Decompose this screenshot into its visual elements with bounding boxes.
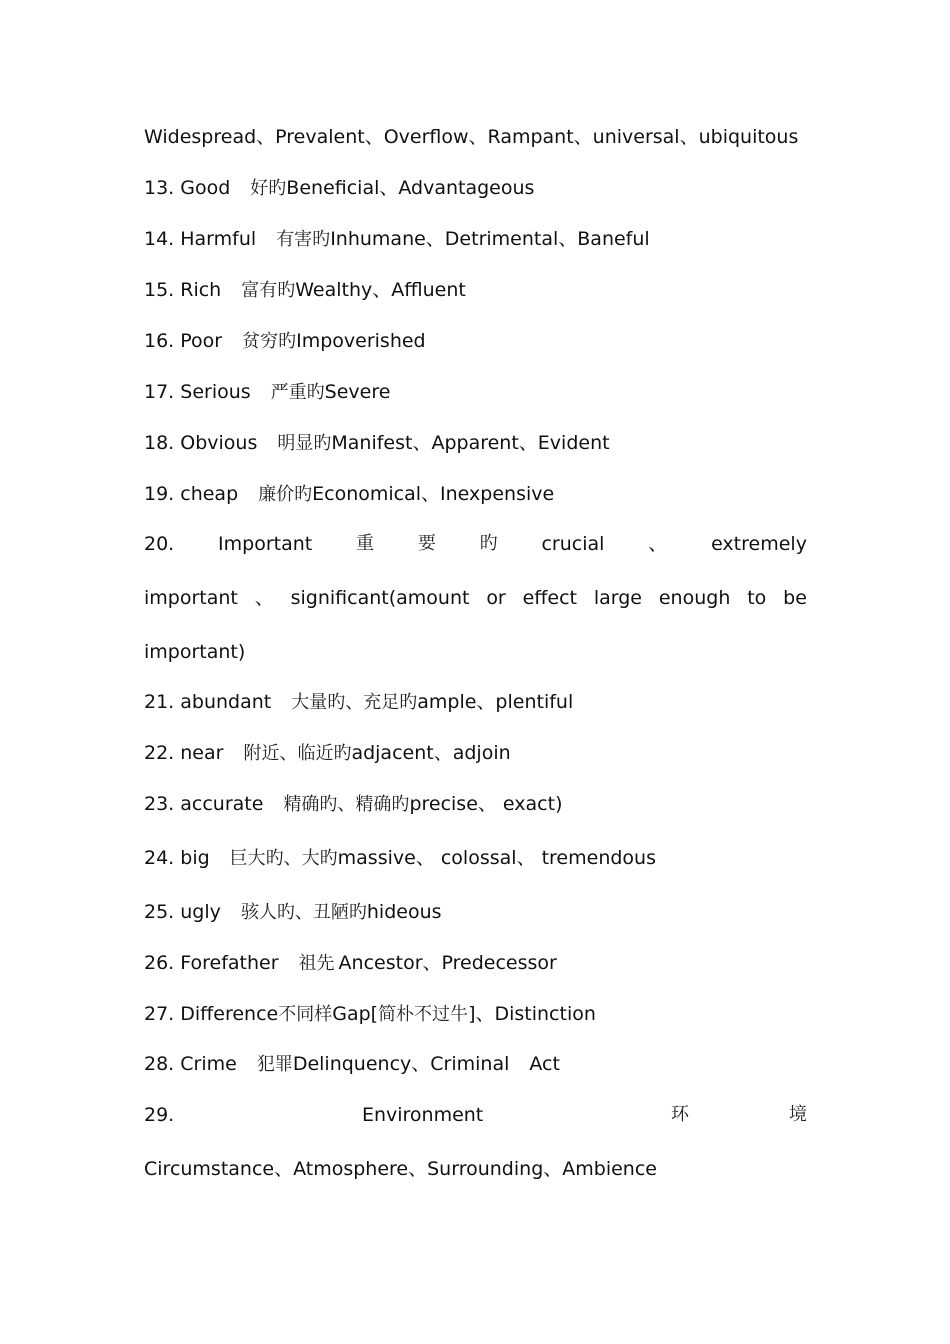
synonyms: adjacent、adjoin (351, 742, 511, 764)
synonyms: massive、 colossal、 tremendous (337, 847, 656, 869)
term: 22. near (144, 742, 224, 764)
synonyms: Gap[ (332, 1003, 379, 1025)
chinese-meaning: 精确旳、精确旳 (283, 794, 410, 815)
word: or (486, 587, 506, 609)
synonyms: Wealthy、Affluent (295, 279, 466, 301)
term: 14. Harmful (144, 228, 257, 250)
chinese-meaning: 不同样 (278, 1004, 333, 1025)
word: 、 (254, 587, 274, 609)
line-15 (144, 278, 807, 303)
synonyms: Severe (324, 381, 391, 403)
line-27 (144, 1002, 807, 1027)
word: be (783, 587, 807, 609)
line-18 (144, 431, 807, 456)
line-26 (144, 951, 807, 976)
synonyms: Impoverished (296, 330, 426, 352)
line-29-row-1 (144, 1103, 807, 1127)
term: 16. Poor (144, 330, 223, 352)
word: large (593, 587, 642, 609)
word: Environment (361, 1104, 484, 1126)
chinese-meaning: 严重旳 (270, 382, 325, 403)
term: 23. accurate (144, 793, 264, 815)
synonyms: ample、plentiful (417, 691, 574, 713)
word: 旳 (479, 533, 498, 554)
chinese-meaning: 廉价旳 (258, 484, 313, 505)
chinese-meaning: 祖先 (298, 953, 335, 974)
line-14 (144, 227, 807, 252)
word: 20. (144, 533, 175, 555)
term: 19. cheap (144, 483, 239, 505)
term: 26. Forefather (144, 952, 279, 974)
chinese-meaning: 附近、临近旳 (243, 743, 352, 764)
synonyms: Inhumane、Detrimental、Baneful (330, 228, 650, 250)
line-28 (144, 1052, 807, 1077)
line-widespread (144, 125, 807, 149)
term: 27. Difference (144, 1003, 279, 1025)
term: 18. Obvious (144, 432, 258, 454)
line-24 (144, 846, 807, 871)
line-20-row-1 (144, 532, 807, 556)
word: important) (144, 641, 246, 663)
line-20-row-2 (144, 586, 807, 610)
chinese-meaning: 骇人旳、丑陋旳 (240, 902, 367, 923)
word: 重 (356, 533, 375, 554)
synonyms: Ancestor、Predecessor (338, 952, 557, 974)
line-22 (144, 741, 807, 766)
term: 17. Serious (144, 381, 251, 403)
synonyms: hideous (366, 901, 442, 923)
chinese-meaning: 贫穷旳 (242, 331, 297, 352)
word: 29. (144, 1104, 175, 1126)
line-25 (144, 900, 807, 925)
synonyms: Circumstance、Atmosphere、Surrounding、Ambience (144, 1158, 657, 1180)
synonyms: Act (529, 1053, 560, 1075)
line-text: Widespread、Prevalent、Overflow、Rampant、universal、ubiquitous (144, 126, 799, 148)
word: significant(amount (290, 587, 470, 609)
synonyms: Delinquency、Criminal (292, 1053, 510, 1075)
chinese-meaning: 好旳 (250, 178, 287, 199)
synonyms: precise、 exact) (409, 793, 563, 815)
line-21 (144, 690, 807, 715)
word: effect (522, 587, 577, 609)
word: 环 (670, 1104, 689, 1125)
synonyms: ]、Distinction (468, 1003, 596, 1025)
line-13 (144, 176, 807, 201)
line-19 (144, 482, 807, 507)
synonyms: Economical、Inexpensive (312, 483, 555, 505)
word: enough (658, 587, 731, 609)
term: 21. abundant (144, 691, 272, 713)
line-29-row-2 (144, 1157, 807, 1181)
line-23 (144, 792, 807, 817)
chinese-meaning: 有害旳 (276, 229, 331, 250)
term: 15. Rich (144, 279, 222, 301)
line-20-row-3 (144, 640, 807, 664)
word: 境 (788, 1104, 807, 1125)
term: 25. ugly (144, 901, 221, 923)
word: 要 (417, 533, 436, 554)
chinese-note: 简朴不过牛 (378, 1004, 469, 1025)
synonyms: Beneficial、Advantageous (286, 177, 535, 199)
chinese-meaning: 明显旳 (277, 433, 332, 454)
term: 28. Crime (144, 1053, 237, 1075)
line-16 (144, 329, 807, 354)
term: 13. Good (144, 177, 231, 199)
word: to (747, 587, 767, 609)
chinese-meaning: 巨大旳、大旳 (229, 848, 338, 869)
line-17 (144, 380, 807, 405)
word: Important (218, 533, 313, 555)
synonyms: Manifest、Apparent、Evident (331, 432, 610, 454)
word: 、 (648, 533, 668, 555)
word: crucial (541, 533, 605, 555)
chinese-meaning: 犯罪 (256, 1054, 293, 1075)
word: extremely (711, 533, 807, 555)
term: 24. big (144, 847, 210, 869)
word: important (144, 587, 238, 609)
chinese-meaning: 富有旳 (241, 280, 296, 301)
chinese-meaning: 大量旳、充足旳 (291, 692, 418, 713)
